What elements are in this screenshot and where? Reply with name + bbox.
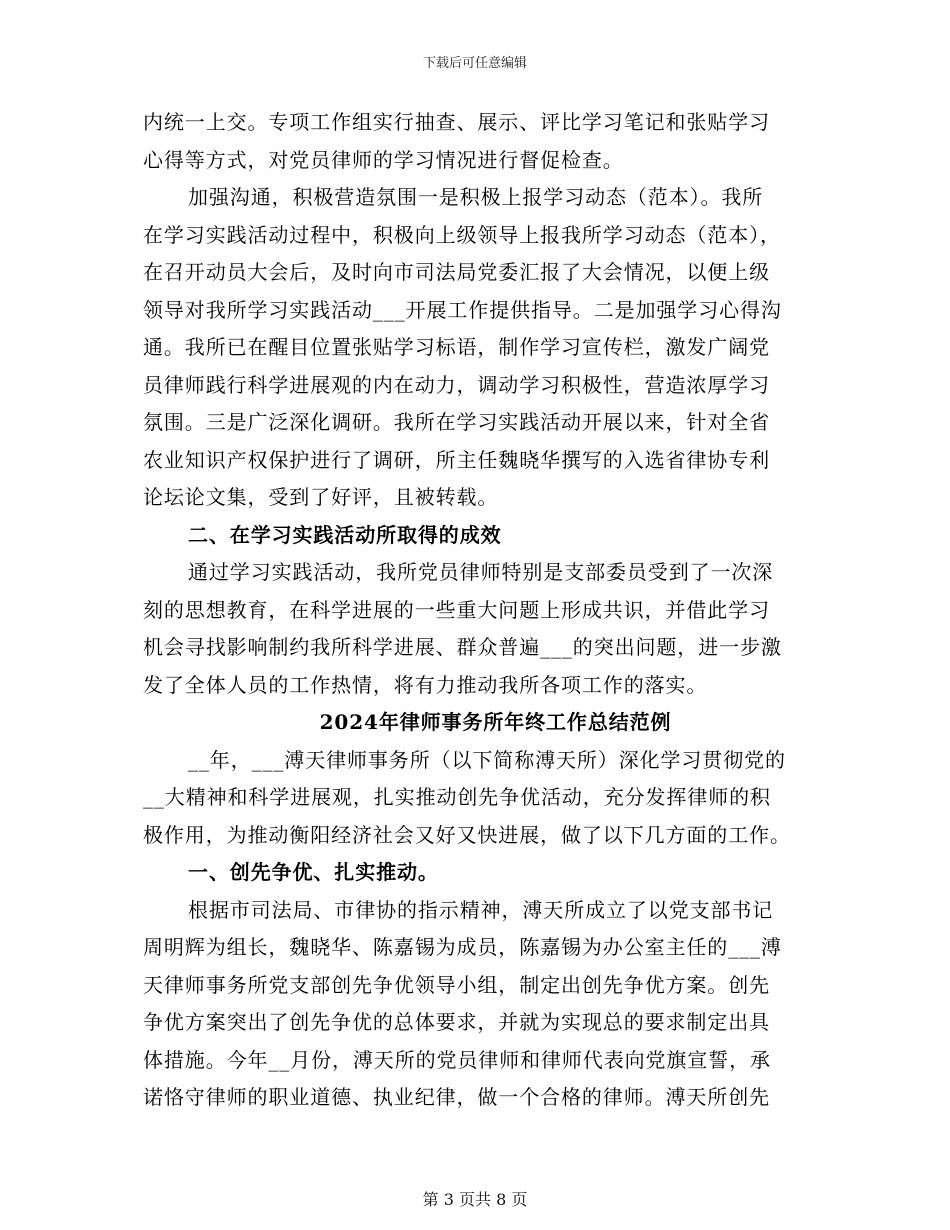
text-line: __大精神和科学进展观，扎实推动创先争优活动，充分发挥律师的积 [143, 785, 771, 809]
text-line: 极作用，为推动衡阳经济社会又好又快进展，做了以下几方面的工作。 [143, 822, 791, 847]
text-line: 在学习实践活动过程中，积极向上级领导上报我所学习动态（范本）， [143, 222, 781, 247]
text-line: 农业知识产权保护进行了调研，所主任魏晓华撰写的入选省律协专利 [143, 447, 770, 472]
header-note: 下载后可任意编辑 [422, 56, 527, 71]
text-line: 在召开动员大会后，及时向市司法局党委汇报了大会情况，以便上级 [143, 260, 770, 284]
text-line: 氛围。三是广泛深化调研。我所在学习实践活动开展以来，针对全省 [143, 410, 770, 434]
text-line: 论坛论文集，受到了好评，且被转载。 [143, 485, 499, 509]
text-line: 天律师事务所党支部创先争优领导小组，制定出创先争优方案。创先 [143, 972, 770, 997]
text-line: 发了全体人员的工作热情，将有力推动我所各项工作的落实。 [143, 672, 708, 697]
text-line: 通。我所已在醒目位置张贴学习标语，制作学习宣传栏，激发广阔党 [143, 335, 770, 359]
text-line: 诺恪守律师的职业道德、执业纪律，做一个合格的律师。溥天所创先 [143, 1085, 770, 1109]
text-line: 员律师践行科学进展观的内在动力，调动学习积极性，营造浓厚学习 [143, 372, 770, 397]
text-line: 机会寻找影响制约我所科学进展、群众普遍___的突出问题，进一步激 [143, 635, 782, 659]
section-heading: 二、在学习实践活动所取得的成效 [188, 522, 502, 547]
text-line: 争优方案突出了创先争优的总体要求，并就为实现总的要求制定出具 [143, 1010, 770, 1034]
document-body [143, 104, 808, 1117]
page-number: 第 3 页共 8 页 [422, 1190, 528, 1209]
section-heading: 一、创先争优、扎实推动。 [188, 860, 439, 884]
text-line: 通过学习实践活动，我所党员律师特别是支部委员受到了一次深 [188, 560, 774, 584]
text-line: 刻的思想教育，在科学进展的一些重大问题上形成共识，并借此学习 [143, 597, 770, 622]
text-line: 内统一上交。专项工作组实行抽查、展示、评比学习笔记和张贴学习 [143, 110, 770, 134]
text-line: 根据市司法局、市律协的指示精神，溥天所成立了以党支部书记 [188, 897, 774, 922]
text-line: 体措施。今年__月份，溥天所的党员律师和律师代表向党旗宣誓，承 [143, 1047, 771, 1072]
text-line: 领导对我所学习实践活动___开展工作提供指导。二是加强学习心得沟 [143, 297, 782, 322]
text-line: 心得等方式，对党员律师的学习情况进行督促检查。 [143, 147, 624, 172]
document-title: 2024年律师事务所年终工作总结范例 [319, 710, 672, 734]
text-line: 加强沟通，积极营造氛围一是积极上报学习动态（范本）。我所 [188, 185, 764, 209]
text-line: __年，___溥天律师事务所（以下简称溥天所）深化学习贯彻党的 [188, 747, 786, 772]
text-line: 周明辉为组长，魏晓华、陈嘉锡为成员，陈嘉锡为办公室主任的___溥 [143, 935, 782, 959]
